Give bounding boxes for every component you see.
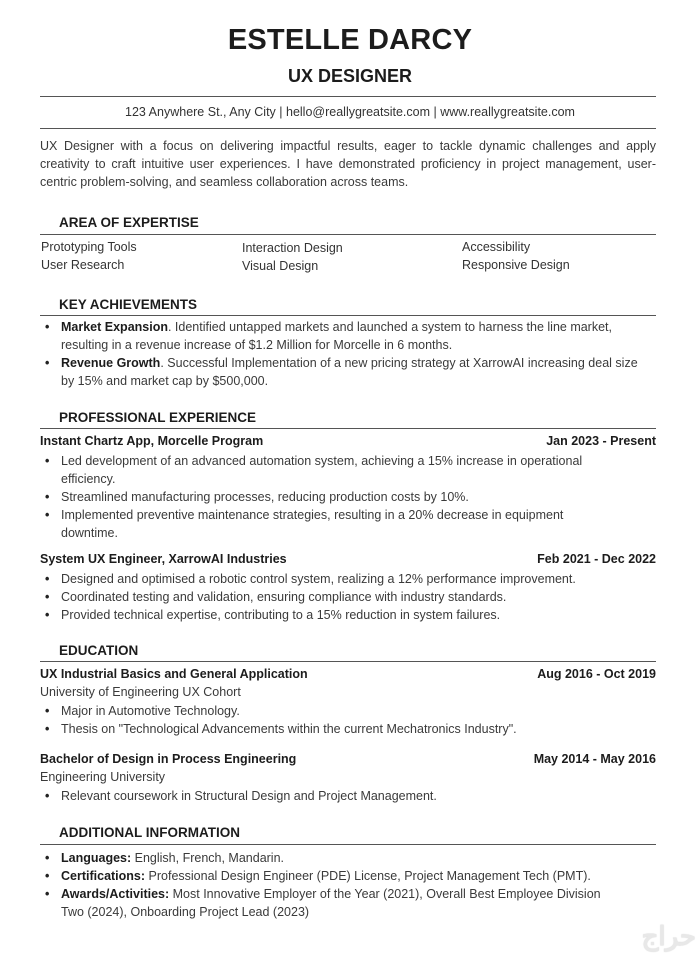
job-bullet: • Coordinated testing and validation, ensuring compliance with industry standards. — [40, 588, 640, 606]
additional-label: Languages: — [61, 851, 132, 865]
section-heading-experience: PROFESSIONAL EXPERIENCE — [59, 410, 257, 425]
achievement-label: Market Expansion — [61, 320, 168, 334]
divider — [40, 428, 656, 429]
divider — [40, 661, 656, 662]
job-bullet: • Designed and optimised a robotic control system, realizing a 12% performance improvement. — [40, 570, 640, 588]
divider — [40, 96, 656, 97]
education-bullet: • Relevant coursework in Structural Design and Project Management. — [40, 787, 656, 805]
job-role: Instant Chartz App, Morcelle Program — [40, 434, 264, 448]
school-name: University of Engineering UX Cohort — [40, 685, 241, 699]
achievements-list — [40, 318, 645, 390]
education-header — [40, 667, 656, 685]
job-header — [40, 552, 656, 570]
job-bullet: • Implemented preventive maintenance strategies, resulting in a 20% decrease in equipment downtime. — [40, 506, 610, 542]
expertise-item: User Research — [41, 258, 125, 272]
degree: UX Industrial Basics and General Application — [40, 667, 308, 681]
additional-item: • Awards/Activities: Most Innovative Employer of the Year (2021), Overall Best Employee Division Two (2024), Onboarding Project Lead (2023) — [40, 885, 620, 921]
job-role: System UX Engineer, XarrowAI Industries — [40, 552, 287, 566]
job-dates: Jan 2023 - Present — [546, 434, 656, 448]
profile-summary: UX Designer with a focus on delivering impactful results, eager to tackle dynamic challenges and apply creativity to craft intuitive user experiences. I have demonstrated proficiency in project management, user-centric problem-solving, and seamless collaboration across teams. — [40, 139, 656, 189]
divider — [40, 128, 656, 129]
job-bullets — [40, 570, 640, 624]
education-dates: Aug 2016 - Oct 2019 — [537, 667, 656, 681]
degree: Bachelor of Design in Process Engineering — [40, 752, 297, 766]
section-heading-achievements: KEY ACHIEVEMENTS — [59, 297, 198, 312]
job-bullet: • Provided technical expertise, contributing to a 15% reduction in system failures. — [40, 606, 640, 624]
job-dates: Feb 2021 - Dec 2022 — [537, 552, 656, 566]
education-bullet: • Thesis on "Technological Advancements within the current Mechatronics Industry". — [40, 720, 656, 738]
education-bullets — [40, 787, 656, 805]
job-bullets — [40, 452, 610, 542]
expertise-item: Responsive Design — [462, 258, 570, 272]
divider — [40, 234, 656, 235]
watermark-logo: حراج — [641, 921, 696, 951]
additional-label: Awards/Activities: — [61, 887, 170, 901]
expertise-item: Visual Design — [242, 259, 319, 273]
expertise-item: Accessibility — [462, 240, 531, 254]
divider — [40, 844, 656, 845]
additional-item: • Certifications: Professional Design Engineer (PDE) License, Project Management Tech (PMT). — [40, 867, 620, 885]
expertise-item: Interaction Design — [242, 241, 343, 255]
additional-item: • Languages: English, French, Mandarin. — [40, 849, 620, 867]
divider — [40, 315, 656, 316]
additional-label: Certifications: — [61, 869, 146, 883]
job-bullet: • Led development of an advanced automation system, achieving a 15% increase in operational efficiency. — [40, 452, 610, 488]
education-dates: May 2014 - May 2016 — [533, 752, 656, 766]
additional-list — [40, 849, 620, 921]
job-title: UX DESIGNER — [287, 66, 413, 86]
education-header — [40, 752, 656, 770]
job-bullet: • Streamlined manufacturing processes, reducing production costs by 10%. — [40, 488, 610, 506]
job-header — [40, 434, 656, 452]
achievement-item: • Market Expansion. Identified untapped markets and launched a system to harness the line market, resulting in a revenue increase of $1.2 Million for Morcelle in 6 months. — [40, 318, 645, 354]
school-name: Engineering University — [40, 770, 166, 784]
education-bullets — [40, 702, 656, 738]
section-heading-education: EDUCATION — [59, 643, 139, 658]
achievement-item: • Revenue Growth. Successful Implementation of a new pricing strategy at XarrowAI increasing deal size by 15% and market cap by $500,000. — [40, 354, 645, 390]
education-bullet: • Major in Automotive Technology. — [40, 702, 656, 720]
section-heading-expertise: AREA OF EXPERTISE — [59, 215, 199, 230]
expertise-item: Prototyping Tools — [41, 240, 137, 254]
section-heading-additional: ADDITIONAL INFORMATION — [59, 825, 240, 840]
candidate-name: ESTELLE DARCY — [227, 24, 473, 56]
achievement-label: Revenue Growth — [61, 356, 161, 370]
contact-line: 123 Anywhere St., Any City | hello@reallygreatsite.com | www.reallygreatsite.com — [125, 105, 575, 119]
